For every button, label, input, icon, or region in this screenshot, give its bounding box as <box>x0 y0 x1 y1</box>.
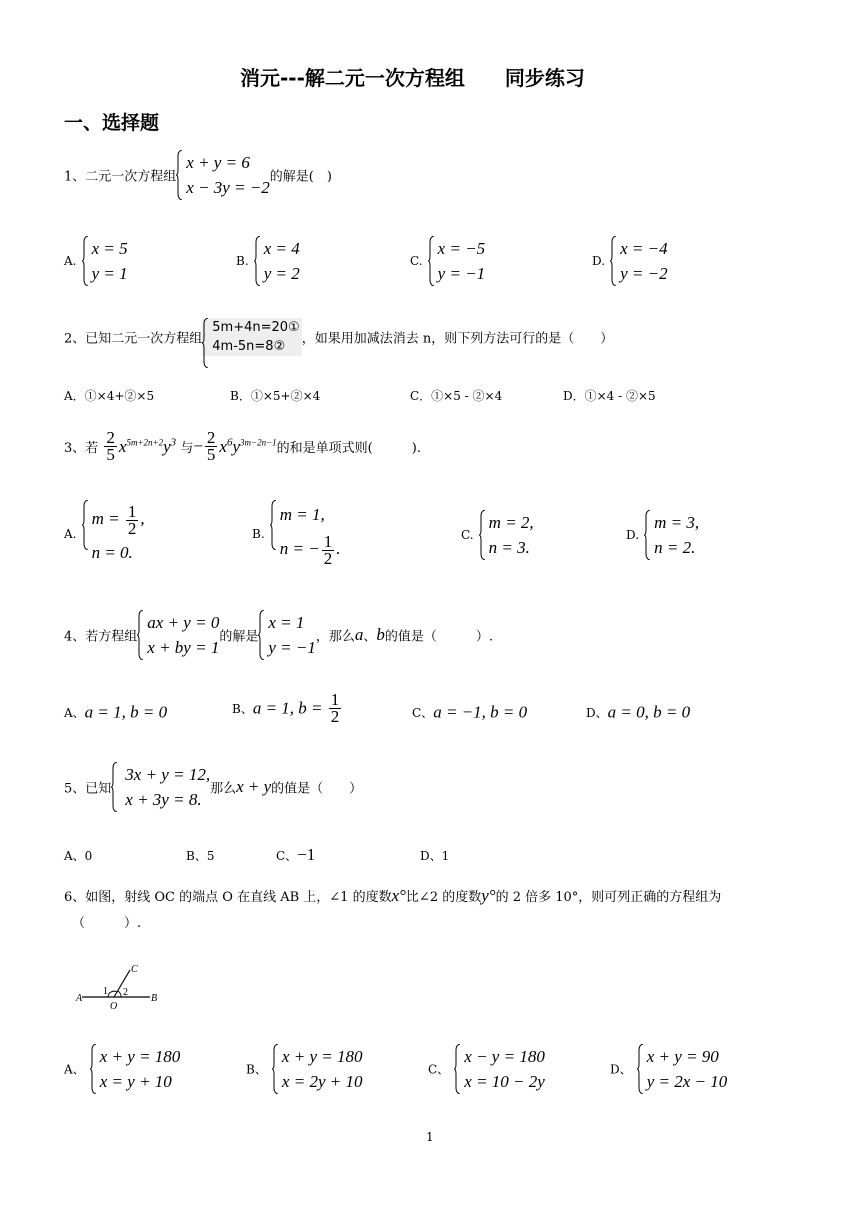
q6-option-d[interactable] <box>610 1044 727 1094</box>
question-3 <box>64 430 421 463</box>
option-text: −1 <box>297 845 316 864</box>
equation-1: x + y = 6 <box>186 153 250 172</box>
equation-2: x + by = 1 <box>147 638 220 657</box>
option-row: x = 5 <box>91 239 128 258</box>
term-2 <box>219 437 276 456</box>
brace-icon <box>82 236 89 286</box>
q3-option-c[interactable] <box>461 510 534 560</box>
option-label: B、 <box>246 1062 267 1077</box>
term-y-exponent: 3m−2n−1 <box>240 437 277 448</box>
fraction <box>104 430 117 463</box>
option-label: B. <box>252 527 265 541</box>
angle-2-arc <box>118 991 121 997</box>
option-label: A. <box>64 254 77 268</box>
fraction-denominator: 2 <box>323 548 333 568</box>
option-row: x = y + 10 <box>99 1072 172 1091</box>
fraction <box>126 501 139 538</box>
label-b: B <box>151 993 158 1004</box>
question-6-line-2: （ ）. <box>72 916 142 931</box>
question-5-prefix: 5、已知 <box>64 781 112 797</box>
option-label: A、 <box>64 1062 85 1077</box>
brace-icon <box>254 236 261 286</box>
q4-option-d[interactable] <box>586 702 690 723</box>
question-5-suffix: 的值是（ ） <box>271 781 363 797</box>
option-label: A、 <box>64 706 85 720</box>
question-4-suffix: ，那么 <box>315 629 355 645</box>
question-1 <box>64 150 332 200</box>
option-row: x = −4 <box>620 239 668 258</box>
row-text: n = − <box>279 539 320 558</box>
question-3-suffix: 的和是单项式则( ). <box>276 441 421 456</box>
option-row: x = 4 <box>263 239 300 258</box>
option-text: a = 1, b = 0 <box>84 702 168 722</box>
brace-icon <box>428 236 435 286</box>
q5-option-b[interactable]: B、5 <box>186 849 215 863</box>
option-system <box>479 510 534 560</box>
option-label: C、 <box>428 1062 450 1077</box>
equation-2: x − 3y = −2 <box>186 178 270 197</box>
question-5 <box>64 762 362 812</box>
brace-icon <box>82 500 89 550</box>
question-5-mid: 那么 <box>210 781 237 797</box>
row-text: , <box>140 509 145 528</box>
brace-icon <box>272 1044 279 1094</box>
fraction-denominator: 5 <box>106 445 115 464</box>
option-label: D. <box>592 254 606 268</box>
q5-option-a[interactable]: A、0 <box>64 849 93 863</box>
question-1-system <box>176 150 270 200</box>
option-row <box>92 500 145 538</box>
solution-1: x = 1 <box>268 613 305 632</box>
option-system <box>454 1044 545 1094</box>
q4-option-c[interactable] <box>412 702 527 723</box>
row-text: . <box>336 539 341 558</box>
term-y: y <box>163 436 171 456</box>
option-system <box>82 236 128 286</box>
q1-option-c[interactable] <box>410 236 485 286</box>
question-1-suffix: 的解是( ) <box>269 169 332 185</box>
brace-icon <box>644 510 651 560</box>
brace-icon <box>202 318 209 368</box>
separator: 、 <box>363 629 377 645</box>
solution-2: y = −1 <box>268 638 316 657</box>
question-4-suffix-2: 的值是（ ）. <box>384 629 494 645</box>
page-title: 消元---解二元一次方程组 同步练习 <box>240 66 585 90</box>
option-system <box>90 1044 181 1094</box>
equation-1: 3x + y = 12, <box>125 765 211 784</box>
section-heading: 一、选择题 <box>64 112 160 134</box>
q3-option-a[interactable] <box>64 500 145 568</box>
q2-option-c[interactable]: C．①×5 - ②×4 <box>410 389 503 403</box>
option-row: y = 2 <box>263 264 300 283</box>
option-label: C. <box>410 254 423 268</box>
brace-icon <box>111 762 118 812</box>
option-row: y = 1 <box>91 264 128 283</box>
option-row: n = 3. <box>488 538 530 557</box>
question-6-text: 比∠2 的度数 <box>405 890 482 905</box>
question-6-text: 6、如图，射线 OC 的端点 O 在直线 AB 上，∠1 的度数 <box>64 890 392 905</box>
option-row: y = −2 <box>620 264 668 283</box>
option-system <box>82 500 145 568</box>
option-label: C、 <box>276 849 298 863</box>
label-angle-2: 2 <box>123 987 128 998</box>
option-row: m = 1, <box>279 505 325 524</box>
q3-option-b[interactable] <box>252 500 340 568</box>
brace-icon <box>258 610 265 660</box>
option-label: D、 <box>610 1062 632 1077</box>
q6-option-a[interactable] <box>64 1044 180 1094</box>
question-4 <box>64 610 493 660</box>
question-5-system <box>111 762 210 812</box>
brace-icon <box>610 236 617 286</box>
variable-y: y° <box>481 886 496 905</box>
question-3-prefix: 3、若 <box>64 441 99 456</box>
option-system <box>610 236 668 286</box>
fraction <box>205 430 218 463</box>
brace-icon <box>270 500 277 550</box>
option-label: B. <box>236 254 249 268</box>
q2-option-d[interactable]: D．①×4 - ②×5 <box>563 389 656 403</box>
fraction-denominator: 2 <box>127 518 137 538</box>
option-system <box>272 1044 363 1094</box>
equation-1: 5m+4n=20① <box>212 320 300 335</box>
fraction-numerator: 2 <box>206 428 216 447</box>
q2-option-b[interactable]: B．①×5+②×4 <box>230 389 321 403</box>
label-a: A <box>76 993 83 1004</box>
option-text: a = 0, b = 0 <box>607 702 691 722</box>
term-exponent: 5m+2n+2 <box>126 437 164 448</box>
question-1-prefix: 1、二元一次方程组 <box>64 169 177 185</box>
q1-option-a[interactable] <box>64 236 128 286</box>
brace-icon <box>479 510 486 560</box>
q4-option-b[interactable] <box>232 692 343 725</box>
option-row: y = 2x − 10 <box>646 1072 728 1091</box>
q1-option-b[interactable] <box>236 236 300 286</box>
q2-option-a[interactable]: A．①×4+②×5 <box>64 389 155 403</box>
term-base: x <box>219 436 227 456</box>
question-2-system <box>202 318 301 356</box>
label-o: O <box>110 1001 118 1012</box>
option-text: a = 1, b = <box>252 698 327 718</box>
expression: x + y <box>236 777 272 796</box>
option-label: A. <box>64 527 77 541</box>
brace-icon <box>90 1044 97 1094</box>
equation-2: x + 3y = 8. <box>125 790 202 809</box>
option-system <box>254 236 300 286</box>
variable-a: a <box>354 625 364 644</box>
option-label: D. <box>626 528 640 542</box>
option-label: B、 <box>232 702 253 716</box>
fraction-numerator: 1 <box>323 531 333 551</box>
option-row: n = 2. <box>654 538 696 557</box>
fraction-denominator: 2 <box>330 707 340 726</box>
q5-option-c[interactable] <box>276 845 315 865</box>
fraction-numerator: 1 <box>127 501 137 521</box>
option-row <box>280 530 341 568</box>
term-exponent: 6 <box>226 436 233 449</box>
option-system <box>428 236 486 286</box>
minus-sign: − <box>193 436 203 456</box>
brace-icon <box>637 1044 644 1094</box>
term-base: x <box>118 436 127 456</box>
q6-option-c[interactable] <box>428 1044 545 1094</box>
fraction <box>329 692 342 725</box>
option-row: x − y = 180 <box>464 1047 545 1066</box>
option-system <box>644 510 699 560</box>
question-6-text: 的 2 倍多 10°，则可列正确的方程组为 <box>495 890 722 905</box>
fraction <box>322 531 335 568</box>
brace-icon <box>137 610 144 660</box>
variable-b: b <box>376 625 385 644</box>
equation-2: 4m-5n=8② <box>212 339 286 354</box>
variable-x: x° <box>391 886 406 905</box>
question-4-prefix: 4、若方程组 <box>64 629 138 645</box>
brace-icon <box>176 150 183 200</box>
q1-option-d[interactable] <box>592 236 668 286</box>
option-row: m = 3, <box>654 513 700 532</box>
label-angle-1: 1 <box>103 986 108 997</box>
option-row: x + y = 90 <box>646 1047 719 1066</box>
brace-icon <box>454 1044 461 1094</box>
angle-figure <box>74 958 174 1014</box>
term-1 <box>119 437 176 456</box>
question-6 <box>64 886 721 906</box>
option-label: C. <box>461 528 474 542</box>
question-2-prefix: 2、已知二元一次方程组 <box>64 331 203 347</box>
page-number: 1 <box>426 1130 434 1144</box>
q5-option-d[interactable]: D、1 <box>420 849 450 863</box>
q3-option-d[interactable] <box>626 510 699 560</box>
equation-1: ax + y = 0 <box>147 613 220 632</box>
q4-option-a[interactable] <box>64 702 167 723</box>
question-2-suffix: ，如果用加减法消去 n，则下列方法可行的是（ ） <box>301 331 614 347</box>
option-system <box>270 500 341 568</box>
question-4-system <box>137 610 219 660</box>
option-row: x + y = 180 <box>281 1047 363 1066</box>
question-2 <box>64 318 613 356</box>
option-text: a = −1, b = 0 <box>433 702 528 722</box>
option-row: m = 2, <box>488 513 534 532</box>
option-row: y = −1 <box>437 264 486 283</box>
option-row: x = −5 <box>437 239 486 258</box>
option-row: x = 2y + 10 <box>281 1072 363 1091</box>
option-row: x = 10 − 2y <box>464 1072 545 1091</box>
fraction-numerator: 1 <box>330 690 340 709</box>
option-label: C、 <box>412 706 434 720</box>
question-4-solution <box>258 610 316 660</box>
option-label: D、 <box>586 706 608 720</box>
term-y: y <box>232 436 241 456</box>
question-4-mid: 的解是 <box>219 629 259 645</box>
term-y-exponent: 3 <box>170 436 177 449</box>
question-3-mid: 与 <box>180 441 194 456</box>
option-system <box>637 1044 728 1094</box>
option-row: n = 0. <box>91 543 133 562</box>
q6-option-b[interactable] <box>246 1044 362 1094</box>
fraction-denominator: 5 <box>206 445 216 464</box>
label-c: C <box>131 964 138 975</box>
fraction-numerator: 2 <box>106 428 115 447</box>
option-row: x + y = 180 <box>99 1047 181 1066</box>
row-text: m = <box>91 509 124 528</box>
